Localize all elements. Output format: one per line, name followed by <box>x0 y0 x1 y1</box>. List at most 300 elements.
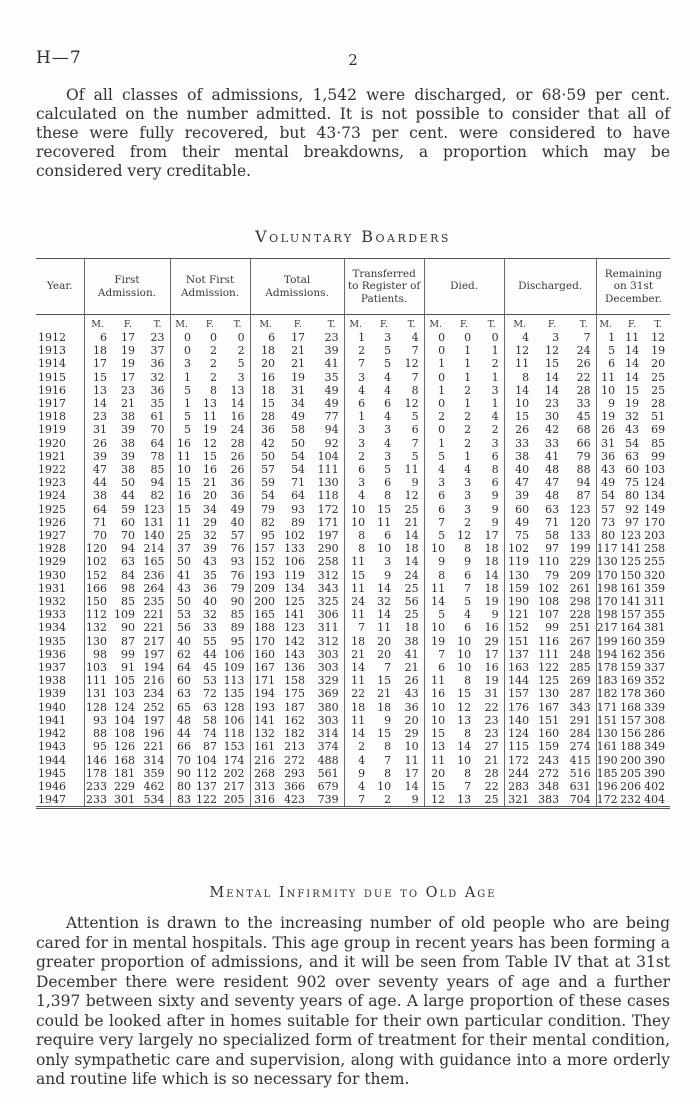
value-cell: 2 <box>344 344 370 357</box>
value-cell: 19 <box>596 410 620 423</box>
value-cell: 18 <box>484 581 499 595</box>
value-cell: 6 <box>84 331 112 344</box>
value-cell: 298 <box>569 595 591 609</box>
subheader-cell: F. <box>205 319 215 330</box>
value-cell: 20 <box>377 647 392 661</box>
value-cell: 3 <box>344 371 370 384</box>
value-cell: 72 <box>203 687 218 701</box>
value-cell: 10 <box>457 753 472 767</box>
value-cell: 17 <box>121 331 135 344</box>
value-cell: 1 <box>491 397 499 411</box>
value-cell: 168 <box>620 700 642 714</box>
value-cell: 28 <box>230 436 245 450</box>
value-cell: 313 <box>250 780 280 793</box>
value-cell: 21 <box>121 397 135 411</box>
value-cell: 214 <box>143 542 165 556</box>
value-cell: 26 <box>404 674 419 688</box>
value-cell: 233 <box>84 780 112 793</box>
table-row <box>36 661 670 674</box>
value-cell: 5 <box>411 410 419 424</box>
value-cell: 21 <box>404 515 419 529</box>
value-cell: 87 <box>203 740 218 754</box>
value-cell: 25 <box>651 383 666 397</box>
value-cell: 311 <box>644 595 666 609</box>
value-cell: 3 <box>384 423 392 437</box>
value-cell: 14 <box>424 595 450 608</box>
value-cell: 64 <box>150 436 165 450</box>
value-cell: 5 <box>170 384 196 397</box>
value-cell: 85 <box>651 436 666 450</box>
value-cell: 1 <box>596 331 620 344</box>
value-cell: 30 <box>545 410 560 424</box>
value-cell: 123 <box>620 529 642 543</box>
value-cell: 91 <box>121 661 135 675</box>
value-cell: 123 <box>284 621 306 635</box>
value-cell: 136 <box>284 661 306 675</box>
value-cell: 5 <box>384 357 392 371</box>
value-cell: 8 <box>424 569 450 582</box>
value-cell: 130 <box>84 635 112 648</box>
value-cell: 85 <box>121 595 135 609</box>
value-cell: 97 <box>545 542 560 556</box>
value-cell: 160 <box>620 634 642 648</box>
col-transferred-to-register: Transferred to Register of Patients. <box>344 259 424 315</box>
value-cell: 2 <box>464 383 472 397</box>
value-cell: 1 <box>424 357 450 370</box>
value-cell: 10 <box>170 463 196 476</box>
value-cell: 4 <box>411 331 419 344</box>
value-cell: 95 <box>230 634 245 648</box>
value-cell: 64 <box>170 661 196 674</box>
value-cell: 5 <box>464 595 472 609</box>
value-cell: 12 <box>404 397 419 411</box>
value-cell: 153 <box>223 740 245 754</box>
value-cell: 0 <box>170 344 196 357</box>
value-cell: 161 <box>596 740 620 753</box>
value-cell: 43 <box>596 463 620 476</box>
value-cell: 150 <box>84 595 112 608</box>
value-cell: 106 <box>223 647 245 661</box>
table-row <box>36 450 670 463</box>
value-cell: 21 <box>291 357 306 371</box>
value-cell: 118 <box>223 727 245 741</box>
value-cell: 39 <box>504 489 534 502</box>
value-cell: 9 <box>411 476 419 490</box>
value-cell: 135 <box>223 687 245 701</box>
value-cell: 704 <box>569 793 591 807</box>
value-cell: 312 <box>317 634 339 648</box>
value-cell: 63 <box>625 449 640 463</box>
value-cell: 79 <box>576 449 591 463</box>
value-cell: 50 <box>170 555 196 568</box>
value-cell: 38 <box>404 634 419 648</box>
value-cell: 132 <box>250 727 280 740</box>
value-cell: 2 <box>424 410 450 423</box>
value-cell: 126 <box>114 740 135 754</box>
value-cell: 12 <box>424 793 450 808</box>
value-cell: 15 <box>377 674 392 688</box>
subheader-cell: T. <box>153 319 162 330</box>
value-cell: 0 <box>464 331 472 344</box>
value-cell: 217 <box>223 779 245 793</box>
value-cell: 41 <box>170 569 196 582</box>
value-cell: 23 <box>545 397 560 411</box>
value-cell: 3 <box>384 331 392 344</box>
value-cell: 11 <box>344 555 370 568</box>
value-cell: 31 <box>291 383 306 397</box>
value-cell: 16 <box>230 410 245 424</box>
value-cell: 19 <box>291 370 306 384</box>
value-cell: 38 <box>121 436 135 450</box>
value-cell: 404 <box>644 793 666 807</box>
value-cell: 15 <box>424 727 450 740</box>
value-cell: 14 <box>545 383 560 397</box>
value-cell: 4 <box>464 608 472 622</box>
value-cell: 75 <box>504 529 534 542</box>
value-cell: 79 <box>250 503 280 516</box>
value-cell: 4 <box>491 410 499 424</box>
value-cell: 10 <box>457 661 472 675</box>
value-cell: 31 <box>596 437 620 450</box>
value-cell: 267 <box>569 634 591 648</box>
subheader-cell: F. <box>459 319 469 330</box>
value-cell: 18 <box>250 384 280 397</box>
subheader-cell: F. <box>293 319 303 330</box>
value-cell: 2 <box>210 370 218 384</box>
value-cell: 3 <box>344 437 370 450</box>
value-cell: 66 <box>170 740 196 753</box>
value-cell: 360 <box>644 687 666 701</box>
value-cell: 111 <box>538 647 560 661</box>
subheader-cell: T. <box>579 319 588 330</box>
value-cell: 16 <box>170 437 196 450</box>
value-cell: 149 <box>644 502 666 516</box>
value-cell: 174 <box>223 753 245 767</box>
value-cell: 43 <box>170 582 196 595</box>
value-cell: 6 <box>250 331 280 344</box>
value-cell: 4 <box>384 383 392 397</box>
value-cell: 187 <box>284 700 306 714</box>
col-discharged: Discharged. <box>504 259 596 315</box>
table-row <box>36 687 670 700</box>
value-cell: 90 <box>121 621 135 635</box>
value-cell: 60 <box>170 674 196 687</box>
value-cell: 77 <box>324 410 339 424</box>
value-cell: 28 <box>484 766 499 780</box>
value-cell: 49 <box>230 502 245 516</box>
value-cell: 21 <box>291 344 306 358</box>
value-cell: 26 <box>230 449 245 463</box>
value-cell: 47 <box>504 476 534 489</box>
value-cell: 94 <box>150 476 165 490</box>
subheader-cell: T. <box>654 319 663 330</box>
table-row <box>36 410 670 423</box>
value-cell: 10 <box>424 714 450 727</box>
value-cell: 87 <box>576 489 591 503</box>
value-cell: 99 <box>651 449 666 463</box>
value-cell: 79 <box>230 581 245 595</box>
value-cell: 31 <box>84 423 112 436</box>
value-cell: 4 <box>384 370 392 384</box>
value-cell: 22 <box>484 700 499 714</box>
subheader-cell: T. <box>407 319 416 330</box>
value-cell: 243 <box>538 753 560 767</box>
value-cell: 8 <box>384 766 392 780</box>
value-cell: 2 <box>464 436 472 450</box>
value-cell: 12 <box>404 489 419 503</box>
value-cell: 130 <box>317 476 339 490</box>
value-cell: 144 <box>504 674 534 687</box>
value-cell: 6 <box>384 476 392 490</box>
value-cell: 14 <box>625 357 640 371</box>
year-cell: 1943 <box>38 740 66 754</box>
value-cell: 108 <box>114 727 135 741</box>
value-cell: 236 <box>143 568 165 582</box>
value-cell: 264 <box>143 581 165 595</box>
value-cell: 9 <box>384 713 392 727</box>
value-cell: 244 <box>504 767 534 780</box>
value-cell: 6 <box>464 621 472 635</box>
value-cell: 209 <box>250 582 280 595</box>
value-cell: 11 <box>377 515 392 529</box>
value-cell: 40 <box>504 463 534 476</box>
table-row <box>36 674 670 687</box>
value-cell: 99 <box>545 621 560 635</box>
value-cell: 36 <box>404 700 419 714</box>
year-cell: 1947 <box>38 793 66 807</box>
value-cell: 0 <box>424 371 450 384</box>
col-year: Year. <box>36 259 84 315</box>
table-row <box>36 740 670 753</box>
table-body <box>36 331 670 808</box>
value-cell: 2 <box>464 515 472 529</box>
value-cell: 83 <box>170 793 196 808</box>
value-cell: 272 <box>284 753 306 767</box>
value-cell: 122 <box>196 793 218 807</box>
value-cell: 42 <box>545 423 560 437</box>
value-cell: 29 <box>203 515 218 529</box>
value-cell: 6 <box>596 357 620 370</box>
value-cell: 3 <box>424 476 450 489</box>
value-cell: 112 <box>84 608 112 621</box>
value-cell: 16 <box>484 621 499 635</box>
value-cell: 124 <box>504 727 534 740</box>
value-cell: 128 <box>223 700 245 714</box>
value-cell: 11 <box>404 463 419 477</box>
value-cell: 2 <box>344 740 370 753</box>
value-cell: 285 <box>569 661 591 675</box>
value-cell: 157 <box>250 542 280 555</box>
table-row <box>36 569 670 582</box>
value-cell: 137 <box>504 648 534 661</box>
value-cell: 15 <box>170 503 196 516</box>
value-cell: 102 <box>504 542 534 555</box>
year-cell: 1927 <box>38 529 66 543</box>
value-cell: 49 <box>504 516 534 529</box>
subheader-cell: F. <box>627 319 637 330</box>
value-cell: 11 <box>344 674 370 687</box>
value-cell: 1 <box>424 384 450 397</box>
value-cell: 44 <box>84 476 112 489</box>
value-cell: 12 <box>457 529 472 543</box>
value-cell: 105 <box>114 674 135 688</box>
year-cell: 1922 <box>38 463 66 477</box>
value-cell: 221 <box>143 608 165 622</box>
value-cell: 171 <box>250 674 280 687</box>
table-row <box>36 357 670 370</box>
value-cell: 9 <box>491 489 499 503</box>
value-cell: 133 <box>569 529 591 543</box>
col-not-first-admission: Not First Admission. <box>170 259 250 315</box>
value-cell: 68 <box>576 423 591 437</box>
value-cell: 71 <box>291 476 306 490</box>
year-cell: 1946 <box>38 779 66 793</box>
value-cell: 90 <box>230 595 245 609</box>
year-cell: 1938 <box>38 674 66 688</box>
value-cell: 1 <box>491 370 499 384</box>
value-cell: 39 <box>203 542 218 556</box>
year-cell: 1920 <box>38 436 66 450</box>
value-cell: 107 <box>538 608 560 622</box>
value-cell: 6 <box>491 449 499 463</box>
value-cell: 152 <box>504 621 534 634</box>
value-cell: 16 <box>250 371 280 384</box>
value-cell: 172 <box>317 502 339 516</box>
value-cell: 14 <box>377 608 392 622</box>
value-cell: 8 <box>464 727 472 741</box>
year-cell: 1916 <box>38 383 66 397</box>
value-cell: 190 <box>504 595 534 608</box>
value-cell: 140 <box>143 529 165 543</box>
value-cell: 12 <box>545 344 560 358</box>
value-cell: 5 <box>424 450 450 463</box>
value-cell: 80 <box>625 489 640 503</box>
value-cell: 11 <box>170 450 196 463</box>
table-row <box>36 621 670 634</box>
table-row <box>36 397 670 410</box>
value-cell: 19 <box>424 635 450 648</box>
table-row <box>36 793 670 808</box>
value-cell: 25 <box>404 502 419 516</box>
value-cell: 104 <box>196 753 218 767</box>
value-cell: 85 <box>230 608 245 622</box>
value-cell: 163 <box>504 661 534 674</box>
value-cell: 11 <box>344 714 370 727</box>
value-cell: 125 <box>620 555 642 569</box>
value-cell: 20 <box>203 489 218 503</box>
year-cell: 1930 <box>38 568 66 582</box>
value-cell: 141 <box>250 714 280 727</box>
value-cell: 164 <box>620 621 642 635</box>
table-row <box>36 754 670 767</box>
value-cell: 104 <box>317 449 339 463</box>
value-cell: 359 <box>143 766 165 780</box>
value-cell: 140 <box>504 714 534 727</box>
value-cell: 348 <box>538 779 560 793</box>
value-cell: 125 <box>538 674 560 688</box>
value-cell: 102 <box>538 581 560 595</box>
value-cell: 258 <box>644 542 666 556</box>
value-cell: 217 <box>596 621 620 634</box>
value-cell: 78 <box>150 449 165 463</box>
value-cell: 79 <box>545 568 560 582</box>
value-cell: 131 <box>84 687 112 700</box>
table-row <box>36 489 670 502</box>
value-cell: 54 <box>291 463 306 477</box>
section-paragraph: Attention is drawn to the increasing number of old people who are being cared for in mental hospitals. This age group in recent years has been forming a greater proportion of admissions, and it will be seen from Table IV that at 31st December there were resident 902 over seventy years of age and a further 1,397 between sixty and seventy years of age. A large proportion of these cases could be looked after in homes suitable for their own particular condition. They require very largely no specialized form of treatment for their mental condition, only sympathetic care and supervision, along with guidance into a more orderly and routine life which is so necessary for them. <box>36 914 670 1089</box>
value-cell: 13 <box>424 740 450 753</box>
value-cell: 0 <box>424 344 450 357</box>
value-cell: 3 <box>344 423 370 436</box>
value-cell: 95 <box>84 740 112 753</box>
value-cell: 70 <box>150 423 165 437</box>
value-cell: 17 <box>484 647 499 661</box>
value-cell: 6 <box>424 489 450 502</box>
value-cell: 402 <box>644 779 666 793</box>
value-cell: 221 <box>143 740 165 754</box>
value-cell: 291 <box>569 713 591 727</box>
value-cell: 26 <box>84 437 112 450</box>
value-cell: 112 <box>196 766 218 780</box>
value-cell: 4 <box>424 463 450 476</box>
value-cell: 41 <box>324 357 339 371</box>
value-cell: 3 <box>237 370 245 384</box>
value-cell: 5 <box>384 344 392 358</box>
value-cell: 314 <box>143 753 165 767</box>
value-cell: 64 <box>84 503 112 516</box>
value-cell: 143 <box>284 647 306 661</box>
value-cell: 9 <box>411 793 419 807</box>
value-cell: 2 <box>491 357 499 371</box>
value-cell: 102 <box>284 529 306 543</box>
value-cell: 3 <box>464 476 472 490</box>
value-cell: 39 <box>121 423 135 437</box>
value-cell: 11 <box>424 674 450 687</box>
value-cell: 274 <box>569 740 591 754</box>
value-cell: 11 <box>596 371 620 384</box>
value-cell: 320 <box>644 568 666 582</box>
value-cell: 26 <box>596 423 620 436</box>
value-cell: 359 <box>644 581 666 595</box>
value-cell: 29 <box>404 727 419 741</box>
table-row <box>36 423 670 436</box>
value-cell: 193 <box>250 569 280 582</box>
value-cell: 235 <box>143 595 165 609</box>
value-cell: 156 <box>620 727 642 741</box>
value-cell: 54 <box>250 489 280 502</box>
value-cell: 71 <box>84 516 112 529</box>
value-cell: 146 <box>84 754 112 767</box>
value-cell: 12 <box>404 357 419 371</box>
value-cell: 6 <box>344 397 370 410</box>
value-cell: 1 <box>464 344 472 358</box>
value-cell: 2 <box>210 357 218 371</box>
value-cell: 7 <box>344 793 370 808</box>
value-cell: 122 <box>538 661 560 675</box>
value-cell: 56 <box>404 595 419 609</box>
value-cell: 57 <box>230 529 245 543</box>
value-cell: 109 <box>114 608 135 622</box>
value-cell: 55 <box>203 634 218 648</box>
value-cell: 9 <box>491 502 499 516</box>
value-cell: 70 <box>84 529 112 542</box>
value-cell: 44 <box>203 647 218 661</box>
value-cell: 561 <box>317 766 339 780</box>
value-cell: 343 <box>569 700 591 714</box>
value-cell: 44 <box>170 727 196 740</box>
value-cell: 70 <box>170 754 196 767</box>
page-number: 2 <box>348 51 358 69</box>
